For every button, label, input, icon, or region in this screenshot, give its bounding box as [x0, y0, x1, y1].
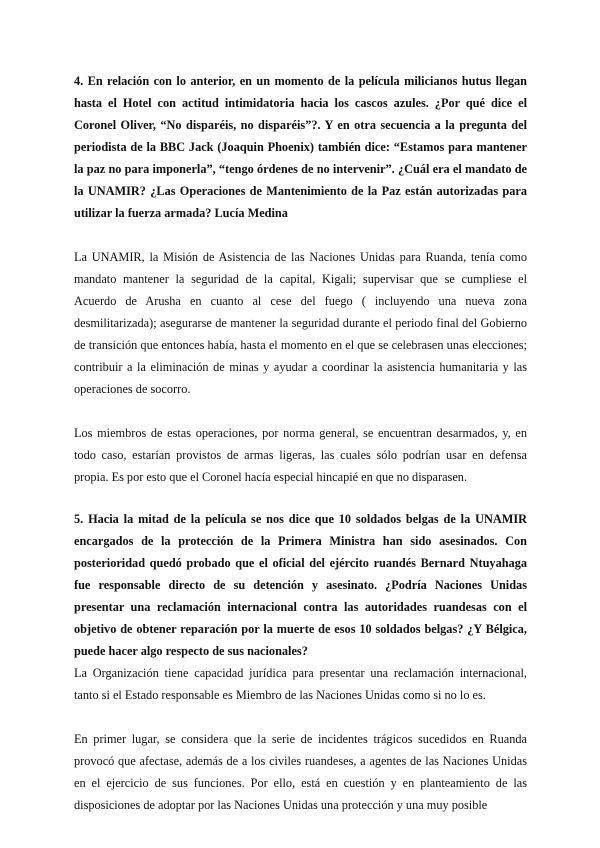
answer-5-paragraph-2: En primer lugar, se considera que la serie de incidentes trágicos sucedidos en Ruanda provocó que afectase, además de a los civiles ruandeses, a agentes de las Naciones Unidas en el ejercicio de sus funciones. Por ello, está en cuestión y en planteamiento de las disposiciones de adoptar por las Naciones Unidas una protección y una muy posible	[74, 732, 527, 812]
question-4: 4. En relación con lo anterior, en un momento de la película milicianos hutus llegan hasta el Hotel con actitud intimidatoria hacia los cascos azules. ¿Por qué dice el Coronel Oliver, “No disparéis, no disparéis”?. Y en otra secuencia a la pregunta del periodista de la BBC Jack (Joaquin Phoenix) también dice: “Estamos para mantener la paz no para imponerla”, “tengo órdenes de no intervenir”. ¿Cuál era el mandato de la UNAMIR? ¿Las Operaciones de Mantenimiento de la Paz están autorizadas para utilizar la fuerza armada? Lucía Medina	[74, 74, 527, 220]
answer-4-paragraph-2: Los miembros de estas operaciones, por norma general, se encuentran desarmados, y, en todo caso, estarían provistos de armas ligeras, las cuales sólo podrían usar en defensa propia. Es por esto que el Coronel hacía especial hincapié en que no disparasen.	[74, 426, 527, 484]
answer-5-paragraph-1: La Organización tiene capacidad jurídica para presentar una reclamación internacional, tanto si el Estado responsable es Miembro de las Naciones Unidas como si no lo es.	[74, 666, 527, 702]
answer-4-paragraph-1: La UNAMIR, la Misión de Asistencia de las Naciones Unidas para Ruanda, tenía como mandato mantener la seguridad de la capital, Kigali; supervisar que se cumpliese el Acuerdo de Arusha en cuanto al cese del fuego ( incluyendo una nueva zona desmilitarizada); asegurarse de mantener la seguridad durante el periodo final del Gobierno de transición que entonces había, hasta el momento en el que se celebrasen unas elecciones; contribuir a la eliminación de minas y ayudar a coordinar la asistencia humanitaria y las operaciones de socorro.	[74, 250, 527, 396]
question-5: 5. Hacia la mitad de la película se nos dice que 10 soldados belgas de la UNAMIR encargados de la protección de la Primera Ministra han sido asesinados. Con posterioridad quedó probado que el oficial del ejército ruandés Bernard Ntuyahaga fue responsable directo de su detención y asesinato. ¿Podría Naciones Unidas presentar una reclamación internacional contra las autoridades ruandesas con el objetivo de obtener reparación por la muerte de esos 10 soldados belgas? ¿Y Bélgica, puede hacer algo respecto de sus nacionales?	[74, 512, 527, 658]
